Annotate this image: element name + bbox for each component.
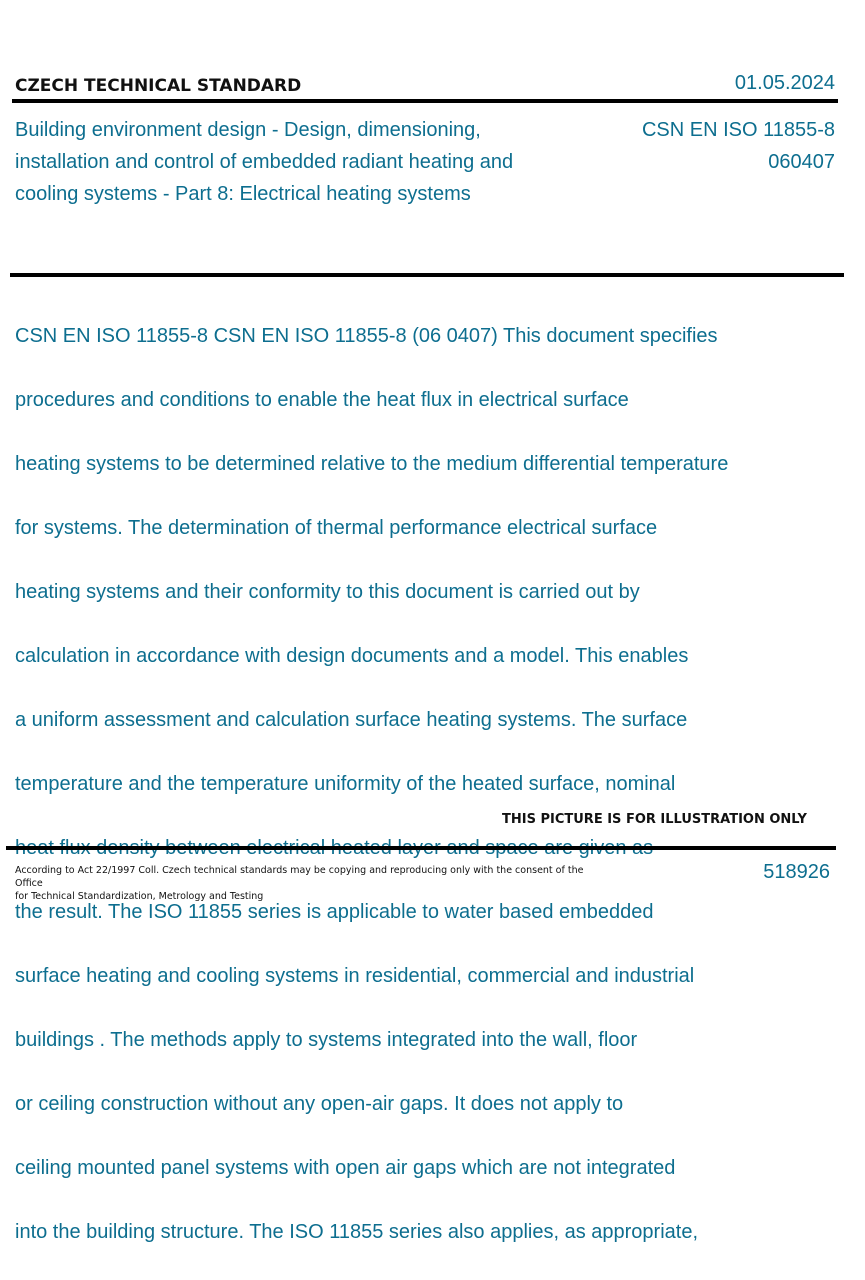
abstract-line: the result. The ISO 11855 series is applicable to water based embedded [15,901,654,923]
classification-number: 060407 [768,151,835,173]
abstract-line: temperature and the temperature uniformity of the heated surface, nominal [15,773,676,795]
abstract-line: procedures and conditions to enable the heat flux in electrical surface [15,389,629,411]
copyright-line: for Technical Standardization, Metrology and Testing [15,891,264,902]
illustration-notice: THIS PICTURE IS FOR ILLUSTRATION ONLY [502,812,807,827]
abstract-line: into the building structure. The ISO 11855 series also applies, as appropriate, [15,1221,698,1243]
abstract-line: ceiling mounted panel systems with open air gaps which are not integrated [15,1157,676,1179]
title-divider [10,273,844,277]
abstract-line: CSN EN ISO 11855-8 CSN EN ISO 11855-8 (06 0407) This document specifies [15,325,718,347]
copyright-line: According to Act 22/1997 Coll. Czech technical standards may be copying and reproducing only with the consent of the Office [15,865,584,889]
document-number: 518926 [763,861,830,883]
abstract-line: heating systems and their conformity to this document is carried out by [15,581,640,603]
standard-code: CSN EN ISO 11855-8 [641,119,835,141]
document-type-label: CZECH TECHNICAL STANDARD [15,76,302,96]
standard-identifier [642,114,835,178]
abstract-line: or ceiling construction without any open-air gaps. It does not apply to [15,1093,624,1115]
abstract-line: calculation in accordance with design documents and a model. This enables [15,645,689,667]
abstract-line: buildings . The methods apply to systems integrated into the wall, floor [15,1029,638,1051]
abstract-line: for systems. The determination of thermal performance electrical surface [15,517,658,539]
copyright-notice [15,864,595,903]
abstract-line: a uniform assessment and calculation surface heating systems. The surface [15,709,688,731]
header-divider [12,99,838,103]
publication-date: 01.05.2024 [734,72,835,94]
standard-title: Building environment design - Design, dimensioning, installation and control of embedded radiant heating and cooling systems - Part 8: Electrical heating systems [15,119,514,205]
abstract-line: heating systems to be determined relative to the medium differential temperature [15,453,729,475]
footer-divider [6,846,836,850]
abstract-line: surface heating and cooling systems in residential, commercial and industrial [15,965,695,987]
abstract-text [15,288,805,1280]
